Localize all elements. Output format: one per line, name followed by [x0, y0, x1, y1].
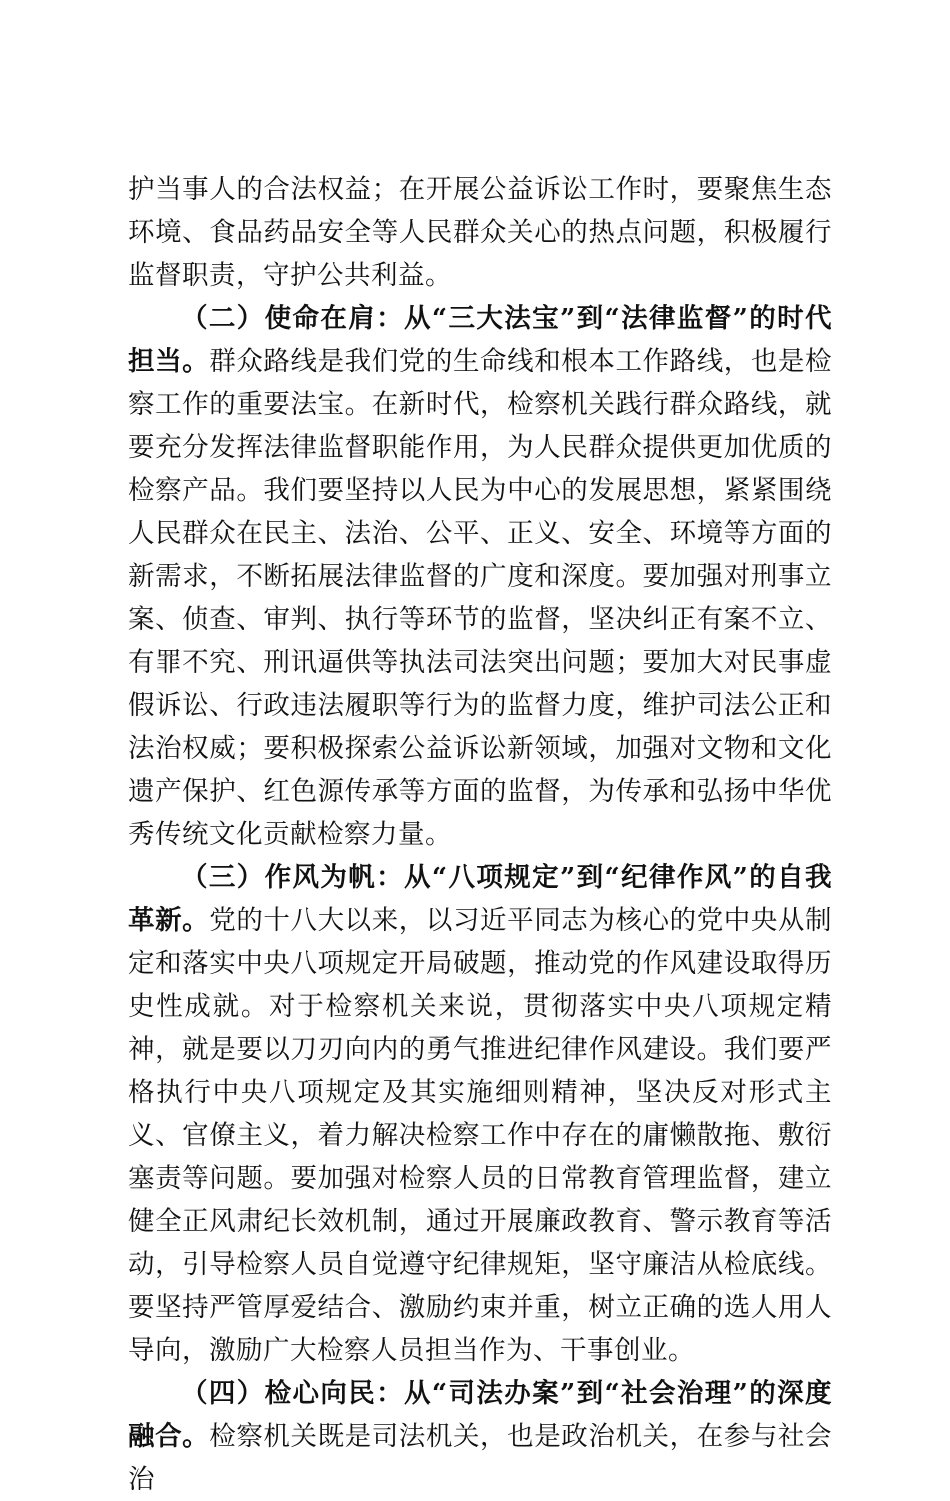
section-heading-3: （三）作风为帆：从“八项规定”到“纪律作风”的自我革新。	[128, 862, 832, 936]
paragraph-4	[128, 1372, 832, 1501]
section-heading-2: （二）使命在肩：从“三大法宝”到“法律监督”的时代担当。	[128, 303, 832, 377]
paragraph-1	[128, 168, 832, 297]
document-body	[128, 168, 832, 1501]
paragraph-1-text: 护当事人的合法权益；在开展公益诉讼工作时，要聚焦生态环境、食品药品安全等人民群众关心的热点问题，积极履行监督职责，守护公共利益。	[128, 174, 832, 291]
paragraph-2	[128, 297, 832, 856]
section-heading-4: （四）检心向民：从“司法办案”到“社会治理”的深度融合。	[128, 1378, 832, 1452]
paragraph-3-text: 党的十八大以来，以习近平同志为核心的党中央从制定和落实中央八项规定开局破题，推动党的作风建设取得历史性成就。对于检察机关来说，贯彻落实中央八项规定精神，就是要以刀刃向内的勇气推进纪律作风建设。我们要严格执行中央八项规定及其实施细则精神，坚决反对形式主义、官僚主义，着力解决检察工作中存在的庸懒散拖、敷衍塞责等问题。要加强对检察人员的日常教育管理监督，建立健全正风肃纪长效机制，通过开展廉政教育、警示教育等活动，引导检察人员自觉遵守纪律规矩，坚守廉洁从检底线。要坚持严管厚爱结合、激励约束并重，树立正确的选人用人导向，激励广大检察人员担当作为、干事创业。	[128, 905, 833, 1366]
paragraph-2-text: 群众路线是我们党的生命线和根本工作路线，也是检察工作的重要法宝。在新时代，检察机关践行群众路线，就要充分发挥法律监督职能作用，为人民群众提供更加优质的检察产品。我们要坚持以人民为中心的发展思想，紧紧围绕人民群众在民主、法治、公平、正义、安全、环境等方面的新需求，不断拓展法律监督的广度和深度。要加强对刑事立案、侦查、审判、执行等环节的监督，坚决纠正有案不立、有罪不究、刑讯逼供等执法司法突出问题；要加大对民事虚假诉讼、行政违法履职等行为的监督力度，维护司法公正和法治权威；要积极探索公益诉讼新领域，加强对文物和文化遗产保护、红色源传承等方面的监督，为传承和弘扬中华优秀传统文化贡献检察力量。	[128, 346, 833, 850]
paragraph-3	[128, 856, 832, 1372]
paragraph-4-text: 检察机关既是司法机关，也是政治机关，在参与社会治	[128, 1421, 833, 1495]
